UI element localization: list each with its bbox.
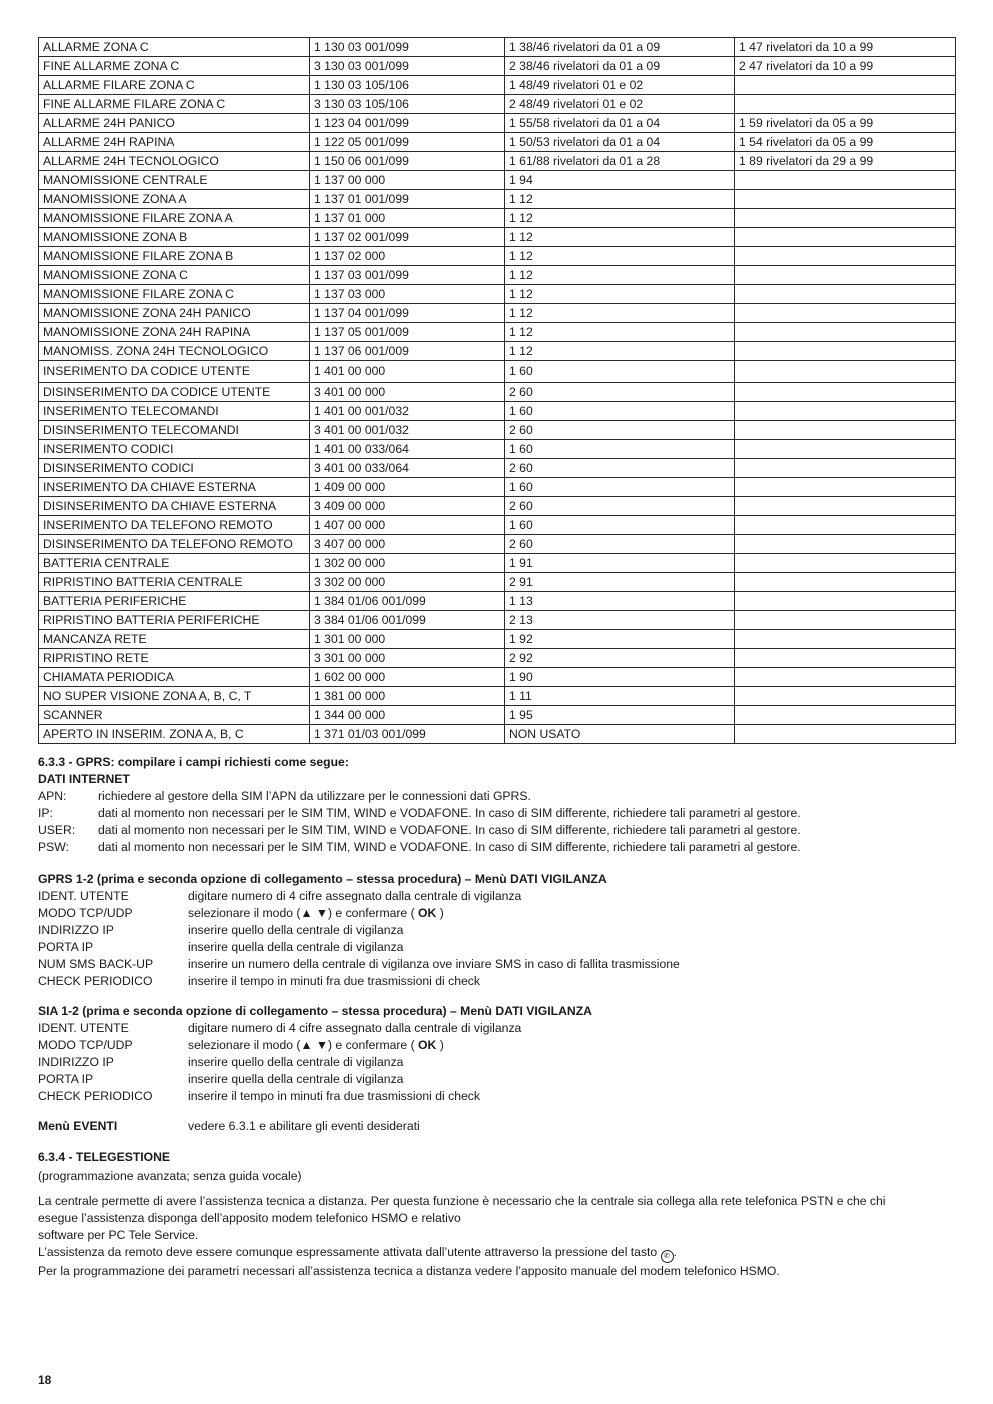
table-row [39,247,956,266]
extra-code-cell: 2 47 rivelatori da 10 a 99 [735,57,956,76]
list-item [38,1054,955,1071]
code-cell: 2 38/46 rivelatori da 01 a 09 [505,57,735,76]
event-name-cell: MANOMISSIONE CENTRALE [39,171,310,190]
list-item [38,905,955,922]
list-item [38,788,955,805]
gprs-section [38,754,955,856]
extra-code-cell: 1 59 rivelatori da 05 a 99 [735,114,956,133]
item-label: MODO TCP/UDP [38,1038,133,1052]
event-name-cell: INSERIMENTO TELECOMANDI [39,402,310,421]
item-value-post: ) [436,1038,444,1052]
table-row [39,228,956,247]
item-value: inserire quella della centrale di vigilanza [188,940,404,954]
contact-id-cell: 1 302 00 000 [310,554,505,573]
contact-id-cell: 1 137 01 001/099 [310,190,505,209]
event-name-cell: MANOMISSIONE FILARE ZONA A [39,209,310,228]
event-name-cell: DISINSERIMENTO DA CHIAVE ESTERNA [39,497,310,516]
contact-id-cell: 3 401 00 000 [310,383,505,402]
item-value-pre: selezionare il modo (▲ ▼) e confermare ( [188,1038,419,1052]
list-item [38,822,955,839]
item-value: dati al momento non necessari per le SIM TIM, WIND e VODAFONE. In caso di SIM differente, richiedere tali parametri al gestore. [98,840,801,854]
event-name-cell: FINE ALLARME ZONA C [39,57,310,76]
event-name-cell: MANOMISSIONE ZONA 24H PANICO [39,304,310,323]
code-cell: 2 13 [505,611,735,630]
extra-code-cell [735,402,956,421]
extra-code-cell [735,421,956,440]
extra-code-cell [735,687,956,706]
table-row [39,342,956,361]
table-row [39,133,956,152]
item-value: inserire un numero della centrale di vigilanza ove inviare SMS in caso di fallita trasmissione [188,957,680,971]
event-name-cell: DISINSERIMENTO DA TELEFONO REMOTO [39,535,310,554]
extra-code-cell [735,459,956,478]
extra-code-cell [735,266,956,285]
event-name-cell: RIPRISTINO BATTERIA CENTRALE [39,573,310,592]
item-value: inserire il tempo in minuti fra due trasmissioni di check [188,974,480,988]
code-cell: 1 92 [505,630,735,649]
list-item [38,805,955,822]
code-cell: 1 12 [505,285,735,304]
code-cell: 1 94 [505,171,735,190]
contact-id-cell: 1 381 00 000 [310,687,505,706]
code-cell: 1 90 [505,668,735,687]
phone-key-icon: ✆ [661,1250,674,1263]
event-name-cell: RIPRISTINO BATTERIA PERIFERICHE [39,611,310,630]
contact-id-cell: 1 130 03 001/099 [310,38,505,57]
code-cell: 1 60 [505,478,735,497]
contact-id-cell: 1 137 01 000 [310,209,505,228]
event-name-cell: NO SUPER VISIONE ZONA A, B, C, T [39,687,310,706]
extra-code-cell [735,668,956,687]
code-cell: 1 95 [505,706,735,725]
ok-key-label: OK [418,906,437,920]
item-value: dati al momento non necessari per le SIM TIM, WIND e VODAFONE. In caso di SIM differente, richiedere tali parametri al gestore. [98,823,801,837]
extra-code-cell [735,361,956,383]
table-row [39,152,956,171]
gprs12-title: GPRS 1-2 (prima e seconda opzione di collegamento – stessa procedura) – Menù DATI VIGILANZA [38,872,607,886]
contact-id-cell: 1 137 06 001/009 [310,342,505,361]
code-cell: 2 91 [505,573,735,592]
table-row [39,38,956,57]
item-value: digitare numero di 4 cifre assegnato dalla centrale di vigilanza [188,1021,522,1035]
gprs12-items [38,888,955,990]
code-cell: 2 60 [505,535,735,554]
event-name-cell: INSERIMENTO CODICI [39,440,310,459]
code-cell: 1 12 [505,266,735,285]
list-item [38,1020,955,1037]
event-name-cell: DISINSERIMENTO DA CODICE UTENTE [39,383,310,402]
event-name-cell: BATTERIA PERIFERICHE [39,592,310,611]
item-value: inserire il tempo in minuti fra due trasmissioni di check [188,1089,480,1103]
event-name-cell: RIPRISTINO RETE [39,649,310,668]
ok-key-label: OK [418,1038,437,1052]
extra-code-cell [735,592,956,611]
contact-id-cell: 3 130 03 001/099 [310,57,505,76]
item-value [188,1037,444,1054]
gprs-subtitle: DATI INTERNET [38,772,130,786]
contact-id-cell: 3 384 01/06 001/099 [310,611,505,630]
event-name-cell: MANOMISSIONE FILARE ZONA C [39,285,310,304]
event-name-cell: ALLARME FILARE ZONA C [39,76,310,95]
code-cell: 1 12 [505,190,735,209]
item-value: digitare numero di 4 cifre assegnato dalla centrale di vigilanza [188,889,522,903]
contact-id-cell: 1 344 00 000 [310,706,505,725]
contact-id-cell: 1 301 00 000 [310,630,505,649]
event-name-cell: BATTERIA CENTRALE [39,554,310,573]
table-row [39,95,956,114]
event-name-cell: ALLARME 24H PANICO [39,114,310,133]
contact-id-cell: 1 137 03 000 [310,285,505,304]
item-value: inserire quello della centrale di vigilanza [188,1055,404,1069]
code-cell: 1 38/46 rivelatori da 01 a 09 [505,38,735,57]
event-name-cell: FINE ALLARME FILARE ZONA C [39,95,310,114]
code-cell: 1 91 [505,554,735,573]
event-name-cell: MANOMISSIONE ZONA A [39,190,310,209]
item-label: USER: [38,823,76,837]
table-row [39,323,956,342]
gprs-items [38,788,955,856]
table-row [39,76,956,95]
code-cell: 1 12 [505,247,735,266]
contact-id-cell: 1 401 00 033/064 [310,440,505,459]
contact-id-cell: 1 130 03 105/106 [310,76,505,95]
table-row [39,554,956,573]
contact-id-cell: 1 401 00 000 [310,361,505,383]
item-label: INDIRIZZO IP [38,923,114,937]
list-item [38,839,955,856]
extra-code-cell [735,190,956,209]
code-cell: 2 60 [505,421,735,440]
code-cell: 1 48/49 rivelatori 01 e 02 [505,76,735,95]
extra-code-cell [735,95,956,114]
gprs-title: 6.3.3 - GPRS: compilare i campi richiesti come segue: [38,755,349,769]
item-label: CHECK PERIODICO [38,974,153,988]
event-name-cell: SCANNER [39,706,310,725]
contact-id-cell: 1 137 04 001/099 [310,304,505,323]
item-value: dati al momento non necessari per le SIM TIM, WIND e VODAFONE. In caso di SIM differente, richiedere tali parametri al gestore. [98,806,801,820]
code-cell: 1 12 [505,209,735,228]
code-cell: 2 92 [505,649,735,668]
contact-id-cell: 1 137 02 001/099 [310,228,505,247]
table-row [39,573,956,592]
extra-code-cell [735,478,956,497]
contact-id-cell: 1 123 04 001/099 [310,114,505,133]
event-name-cell: MANOMISS. ZONA 24H TECNOLOGICO [39,342,310,361]
contact-id-cell: 3 409 00 000 [310,497,505,516]
code-cell: 2 60 [505,383,735,402]
event-name-cell: MANOMISSIONE ZONA B [39,228,310,247]
code-cell: 1 12 [505,323,735,342]
item-label: IDENT. UTENTE [38,889,129,903]
extra-code-cell [735,171,956,190]
contact-id-cell: 1 137 02 000 [310,247,505,266]
extra-code-cell: 1 89 rivelatori da 29 a 99 [735,152,956,171]
event-name-cell: ALLARME ZONA C [39,38,310,57]
contact-id-cell: 1 137 00 000 [310,171,505,190]
event-name-cell: INSERIMENTO DA CODICE UTENTE [39,361,310,383]
table-row [39,478,956,497]
telegestione-p4 [38,1244,955,1263]
contact-id-cell: 3 301 00 000 [310,649,505,668]
code-cell: 2 60 [505,497,735,516]
item-value: inserire quella della centrale di vigilanza [188,1072,404,1086]
list-item [38,973,955,990]
item-value [188,905,444,922]
event-name-cell: DISINSERIMENTO TELECOMANDI [39,421,310,440]
telegestione-p2: esegue l’assistenza disponga dell’apposito modem telefonico HSMO e relativo [38,1211,461,1225]
item-label: IDENT. UTENTE [38,1021,129,1035]
contact-id-cell: 1 384 01/06 001/099 [310,592,505,611]
table-row [39,535,956,554]
table-row [39,361,956,383]
table-row [39,114,956,133]
item-label: PSW: [38,840,69,854]
list-item [38,922,955,939]
code-cell: 1 12 [505,304,735,323]
code-cell: 1 60 [505,361,735,383]
telegestione-p1: La centrale permette di avere l’assistenza tecnica a distanza. Per questa funzione è necessario che la centrale sia collega alla rete telefonica PSTN e che chi [38,1194,886,1208]
table-row [39,421,956,440]
item-label: CHECK PERIODICO [38,1089,153,1103]
extra-code-cell [735,554,956,573]
gprs12-section [38,871,955,990]
table-row [39,285,956,304]
event-name-cell: APERTO IN INSERIM. ZONA A, B, C [39,725,310,744]
code-cell: 1 12 [505,342,735,361]
table-row [39,304,956,323]
item-value: inserire quello della centrale di vigilanza [188,923,404,937]
contact-id-cell: 3 130 03 105/106 [310,95,505,114]
code-cell: 1 55/58 rivelatori da 01 a 04 [505,114,735,133]
sia12-title: SIA 1-2 (prima e seconda opzione di collegamento – stessa procedura) – Menù DATI VIGILANZA [38,1004,592,1018]
extra-code-cell [735,383,956,402]
telegestione-p4-end: . [673,1245,677,1259]
contact-id-cell: 1 407 00 000 [310,516,505,535]
contact-id-cell: 3 407 00 000 [310,535,505,554]
telegestione-note: (programmazione avanzata; senza guida vocale) [38,1169,302,1183]
extra-code-cell [735,209,956,228]
event-name-cell: MANOMISSIONE FILARE ZONA B [39,247,310,266]
extra-code-cell [735,706,956,725]
item-label: PORTA IP [38,1072,94,1086]
list-item [38,888,955,905]
extra-code-cell: 1 54 rivelatori da 05 a 99 [735,133,956,152]
contact-id-cell: 3 401 00 001/032 [310,421,505,440]
extra-code-cell [735,497,956,516]
event-name-cell: ALLARME 24H RAPINA [39,133,310,152]
code-cell: 1 60 [505,516,735,535]
contact-id-cell: 1 137 05 001/009 [310,323,505,342]
contact-id-cell: 1 371 01/03 001/099 [310,725,505,744]
item-label: APN: [38,789,67,803]
extra-code-cell [735,649,956,668]
table-row [39,440,956,459]
table-row [39,209,956,228]
extra-code-cell [735,247,956,266]
contact-id-cell: 1 401 00 001/032 [310,402,505,421]
list-item [38,1071,955,1088]
contact-id-cell: 1 409 00 000 [310,478,505,497]
table-row [39,266,956,285]
code-cell: 1 11 [505,687,735,706]
code-cell: 1 13 [505,592,735,611]
page-number: 18 [38,1373,52,1387]
table-row [39,649,956,668]
extra-code-cell [735,611,956,630]
item-label: NUM SMS BACK-UP [38,957,154,971]
table-row [39,459,956,478]
contact-id-cell: 3 401 00 033/064 [310,459,505,478]
extra-code-cell [735,228,956,247]
event-name-cell: INSERIMENTO DA TELEFONO REMOTO [39,516,310,535]
code-cell: 1 50/53 rivelatori da 01 a 04 [505,133,735,152]
event-name-cell: MANOMISSIONE ZONA C [39,266,310,285]
code-cell: 1 61/88 rivelatori da 01 a 28 [505,152,735,171]
extra-code-cell [735,573,956,592]
table-row [39,402,956,421]
telegestione-title: 6.3.4 - TELEGESTIONE [38,1150,171,1164]
table-row [39,190,956,209]
item-value: richiedere al gestore della SIM l’APN da utilizzare per le connessioni dati GPRS. [98,789,531,803]
extra-code-cell [735,535,956,554]
contact-id-cell: 1 150 06 001/099 [310,152,505,171]
code-cell: 2 60 [505,459,735,478]
table-row [39,516,956,535]
table-row [39,383,956,402]
contact-id-cell: 1 137 03 001/099 [310,266,505,285]
telegestione-p5: Per la programmazione dei parametri necessari all’assistenza tecnica a distanza vedere l’apposito manuale del modem telefonico HSMO. [38,1264,780,1278]
telegestione-p3: software per PC Tele Service. [38,1228,199,1242]
contact-id-cell: 1 602 00 000 [310,668,505,687]
item-value-post: ) [436,906,444,920]
eventi-row [38,1118,955,1135]
eventi-value: vedere 6.3.1 e abilitare gli eventi desiderati [188,1119,420,1133]
item-label: IP: [38,806,53,820]
list-item [38,1088,955,1105]
list-item [38,956,955,973]
telegestione-section [38,1149,955,1280]
event-name-cell: ALLARME 24H TECNOLOGICO [39,152,310,171]
table-row [39,592,956,611]
events-table [38,37,956,744]
event-name-cell: CHIAMATA PERIODICA [39,668,310,687]
item-value-pre: selezionare il modo (▲ ▼) e confermare ( [188,906,419,920]
telegestione-body [38,1193,955,1280]
event-name-cell: DISINSERIMENTO CODICI [39,459,310,478]
extra-code-cell [735,725,956,744]
extra-code-cell: 1 47 rivelatori da 10 a 99 [735,38,956,57]
table-row [39,497,956,516]
extra-code-cell [735,630,956,649]
item-label: MODO TCP/UDP [38,906,133,920]
extra-code-cell [735,440,956,459]
events-table-body [39,38,956,744]
table-row [39,706,956,725]
sia12-items [38,1020,955,1105]
table-row [39,725,956,744]
item-label: INDIRIZZO IP [38,1055,114,1069]
table-row [39,171,956,190]
table-row [39,687,956,706]
extra-code-cell [735,323,956,342]
extra-code-cell [735,76,956,95]
table-row [39,57,956,76]
extra-code-cell [735,342,956,361]
table-row [39,668,956,687]
extra-code-cell [735,285,956,304]
contact-id-cell: 1 122 05 001/099 [310,133,505,152]
item-label: PORTA IP [38,940,94,954]
extra-code-cell [735,304,956,323]
sia12-section [38,1003,955,1105]
code-cell: 1 60 [505,440,735,459]
table-row [39,611,956,630]
table-row [39,630,956,649]
event-name-cell: INSERIMENTO DA CHIAVE ESTERNA [39,478,310,497]
list-item [38,1037,955,1054]
code-cell: 2 48/49 rivelatori 01 e 02 [505,95,735,114]
event-name-cell: MANOMISSIONE ZONA 24H RAPINA [39,323,310,342]
code-cell: 1 60 [505,402,735,421]
code-cell: NON USATO [505,725,735,744]
eventi-label: Menù EVENTI [38,1119,118,1133]
page-content [38,37,955,1280]
list-item [38,939,955,956]
extra-code-cell [735,516,956,535]
contact-id-cell: 3 302 00 000 [310,573,505,592]
telegestione-p4-text: L’assistenza da remoto deve essere comunque espressamente attivata dall’utente attraverso la pressione del tasto [38,1245,658,1259]
event-name-cell: MANCANZA RETE [39,630,310,649]
code-cell: 1 12 [505,228,735,247]
